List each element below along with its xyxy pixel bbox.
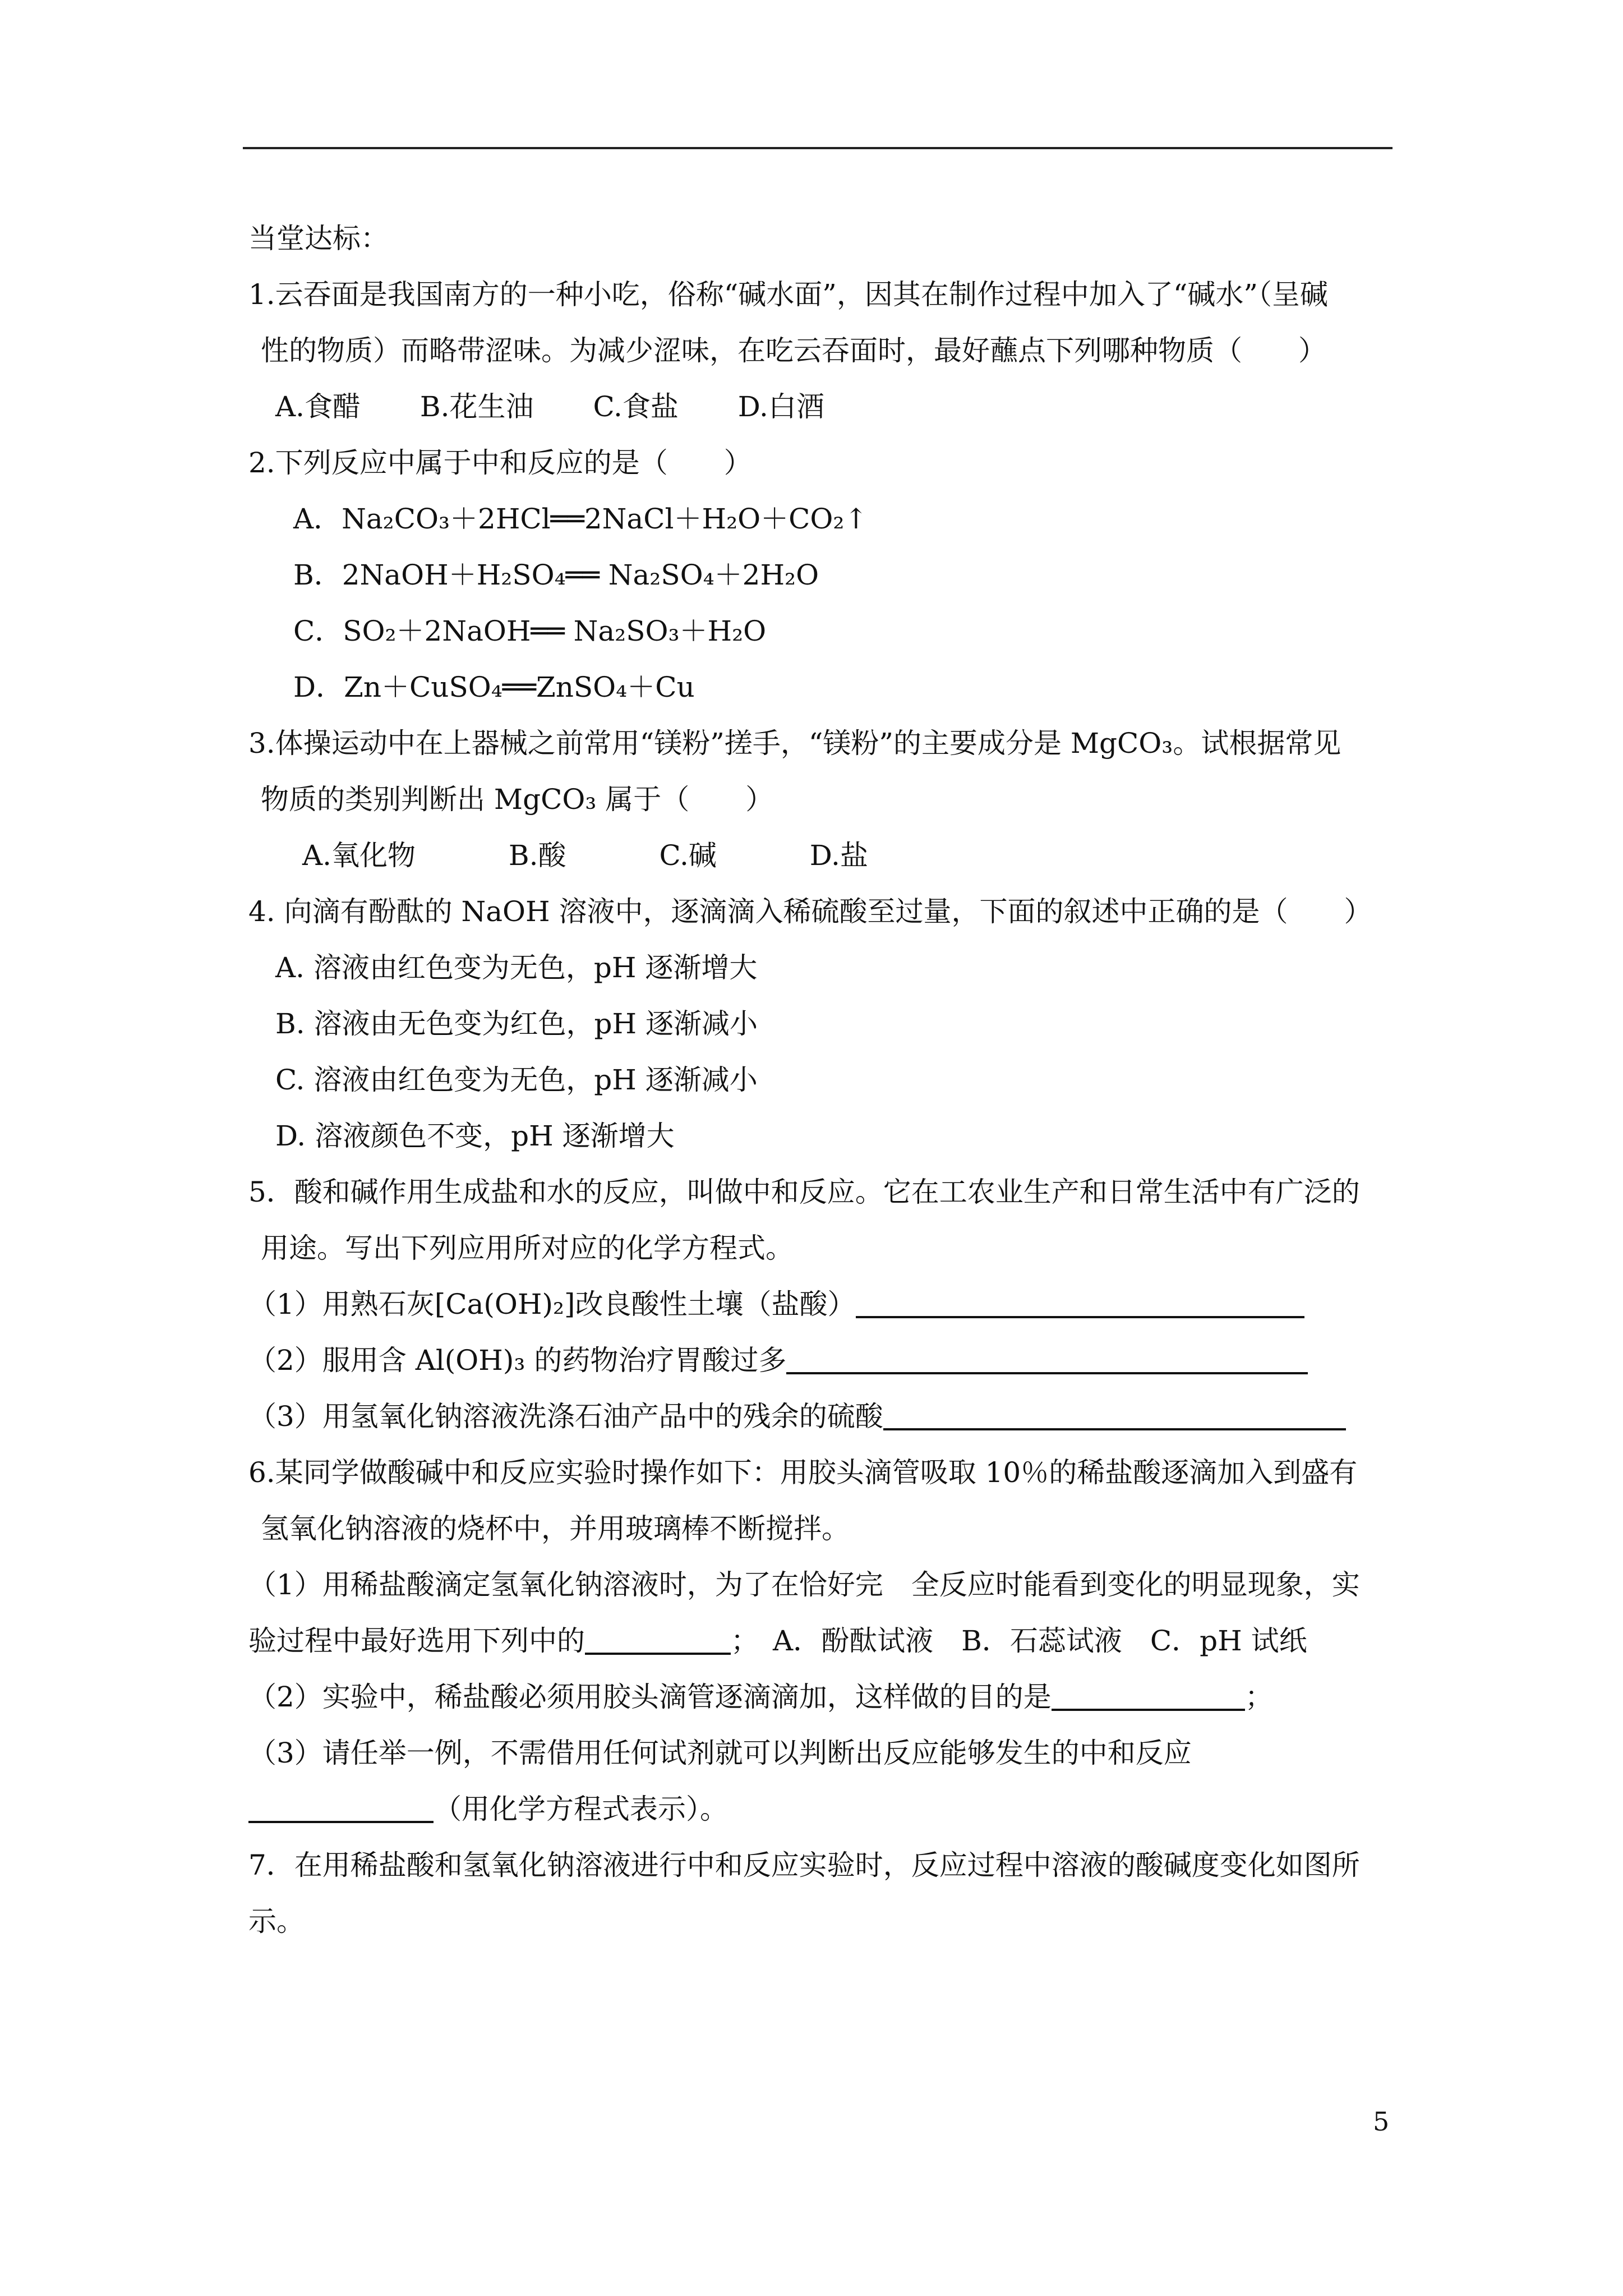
section-title: 当堂达标： — [248, 222, 389, 255]
option: B.酸 — [508, 839, 566, 872]
question-content — [248, 210, 1395, 1949]
question-7-stem-cont: 示。 — [248, 1905, 305, 1938]
part-text: 验过程中最好选用下列中的 — [248, 1625, 585, 1657]
option: B．2NaOH＋H₂SO₄══ Na₂SO₄＋2H₂O — [293, 559, 819, 591]
answer-blank[interactable] — [1052, 1678, 1245, 1711]
option: D.白酒 — [737, 390, 824, 423]
question-3-stem-cont: 物质的类别判断出 MgCO₃ 属于（ ） — [261, 783, 774, 816]
question-5-part-1 — [248, 1276, 1395, 1332]
answer-blank[interactable] — [856, 1286, 1304, 1318]
part-text: （2）实验中，稀盐酸必须用胶头滴管逐滴滴加，这样做的目的是 — [248, 1681, 1052, 1713]
question-4-stem: 4. 向滴有酚酞的 NaOH 溶液中，逐滴滴入稀硫酸至过量，下面的叙述中正确的是（ ） — [248, 895, 1372, 928]
option: C. 溶液由红色变为无色，pH 逐渐减小 — [275, 1064, 758, 1096]
page-number: 5 — [1373, 2106, 1390, 2137]
option: A.食醋 — [275, 390, 361, 423]
question-6-part-1-cont — [248, 1613, 1395, 1669]
question-1-stem: 1.云吞面是我国南方的一种小吃，俗称“碱水面”，因其在制作过程中加入了“碱水”（呈碱 — [248, 278, 1328, 311]
question-5-stem-cont: 用途。写出下列应用所对应的化学方程式。 — [261, 1232, 794, 1264]
question-7-stem: 7．在用稀盐酸和氢氧化钠溶液进行中和反应实验时，反应过程中溶液的酸碱度变化如图所 — [248, 1849, 1360, 1881]
question-6-part-3-cont — [248, 1781, 1395, 1837]
part-text: （1）用熟石灰[Ca(OH)₂]改良酸性土壤（盐酸） — [248, 1288, 856, 1320]
option: C.碱 — [659, 839, 717, 872]
answer-blank[interactable] — [585, 1622, 731, 1655]
option: D．Zn＋CuSO₄══ZnSO₄＋Cu — [293, 671, 695, 703]
option: D.盐 — [809, 839, 868, 872]
answer-blank[interactable] — [248, 1791, 434, 1823]
option: A. 溶液由红色变为无色，pH 逐渐增大 — [275, 951, 758, 984]
question-3-stem: 3.体操运动中在上器械之前常用“镁粉”搓手，“镁粉”的主要成分是 MgCO₃。试根据常见 — [248, 727, 1341, 760]
question-6-part-3: （3）请任举一例，不需借用任何试剂就可以判断出反应能够发生的中和反应 — [248, 1737, 1192, 1769]
question-5-part-3 — [248, 1388, 1395, 1444]
part-text: （用化学方程式表示）。 — [434, 1793, 728, 1825]
option: B.花生油 — [419, 390, 534, 423]
question-6-stem: 6.某同学做酸碱中和反应实验时操作如下：用胶头滴管吸取 10％的稀盐酸逐滴加入到盛有 — [248, 1456, 1358, 1489]
question-6-part-2 — [248, 1669, 1395, 1725]
question-3-options — [248, 827, 1395, 884]
answer-blank[interactable] — [883, 1398, 1346, 1430]
header-rule — [243, 147, 1393, 149]
option: B. 溶液由无色变为红色，pH 逐渐减小 — [275, 1007, 758, 1040]
part-text: ； — [1244, 1681, 1273, 1713]
question-6-part-1: （1）用稀盐酸滴定氢氧化钠溶液时，为了在恰好完 全反应时能看到变化的明显现象，实 — [248, 1568, 1360, 1601]
option: A．Na₂CO₃＋2HCl══2NaCl＋H₂O＋CO₂↑ — [293, 503, 868, 535]
option: C．SO₂＋2NaOH══ Na₂SO₃＋H₂O — [293, 615, 767, 647]
option: D. 溶液颜色不变，pH 逐渐增大 — [275, 1120, 675, 1152]
option: A.氧化物 — [302, 839, 416, 872]
part-text: （3）用氢氧化钠溶液洗涤石油产品中的残余的硫酸 — [248, 1400, 883, 1433]
question-5-part-2 — [248, 1332, 1395, 1388]
question-1-options — [248, 379, 1395, 435]
question-6-stem-cont: 氢氧化钠溶液的烧杯中，并用玻璃棒不断搅拌。 — [261, 1512, 850, 1545]
part-text: ； A．酚酞试液 B．石蕊试液 C．pH 试纸 — [731, 1625, 1307, 1657]
question-2-stem: 2.下列反应中属于中和反应的是（ ） — [248, 447, 752, 479]
question-5-stem: 5．酸和碱作用生成盐和水的反应，叫做中和反应。它在工农业生产和日常生活中有广泛的 — [248, 1176, 1360, 1208]
question-1-stem-cont: 性的物质）而略带涩味。为减少涩味，在吃云吞面时，最好蘸点下列哪种物质（ ） — [261, 334, 1326, 367]
part-text: （2）服用含 Al(OH)₃ 的药物治疗胃酸过多 — [248, 1344, 787, 1377]
answer-blank[interactable] — [786, 1342, 1308, 1374]
option: C.食盐 — [593, 390, 679, 423]
